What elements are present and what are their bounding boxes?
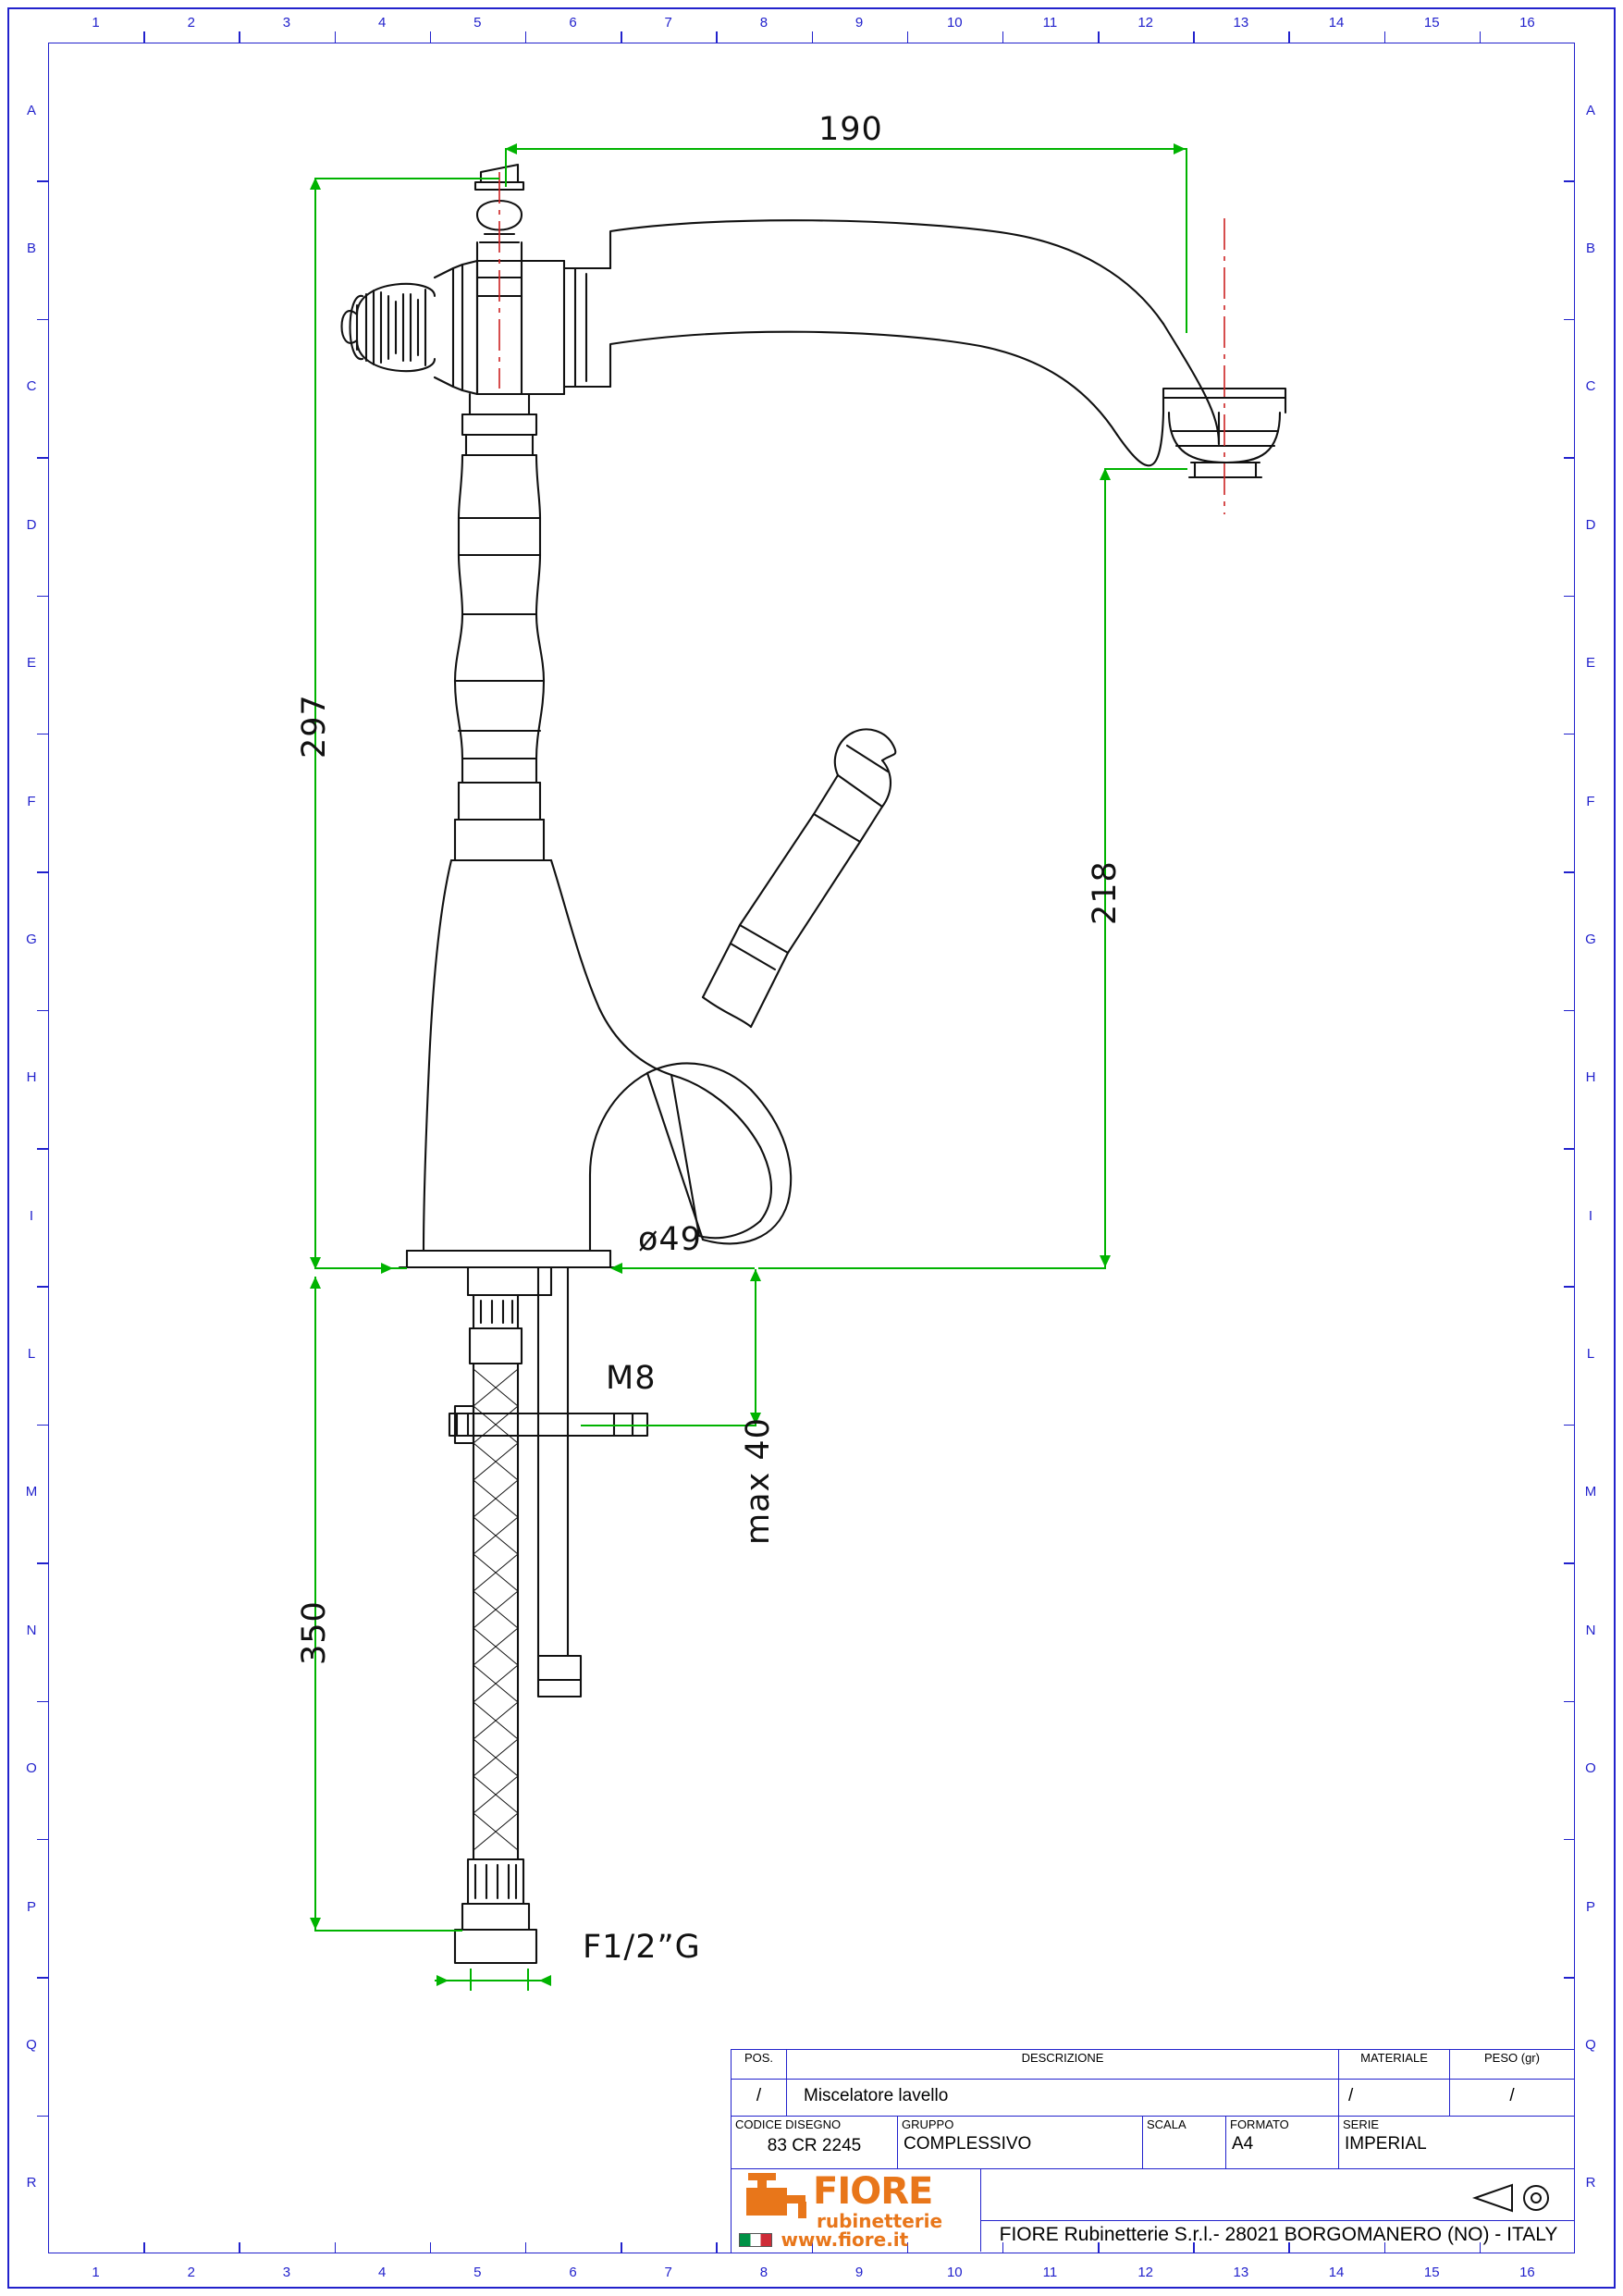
tb-value-serie: IMPERIAL: [1345, 2134, 1427, 2154]
zone-number-6-top: 6: [569, 15, 577, 31]
dim-350-ext-bottom: [314, 1930, 462, 1932]
tb-header-serie: SERIE: [1343, 2117, 1380, 2131]
zone-letter-D-right: D: [1585, 516, 1596, 533]
zone-letter-N-left: N: [26, 1622, 37, 1638]
zone-letter-D-left: D: [26, 516, 37, 533]
italy-flag-icon: [739, 2233, 772, 2247]
zone-letter-I-right: I: [1588, 1207, 1593, 1224]
zone-number-13-bottom: 13: [1233, 2265, 1249, 2280]
zone-letter-F-right: F: [1586, 793, 1595, 809]
tb-value-pos: /: [756, 2086, 762, 2105]
dim-f12g-ext-left: [470, 1969, 472, 1991]
zone-letter-M-left: M: [25, 1484, 38, 1500]
zone-letter-Q-left: Q: [26, 2036, 37, 2053]
zone-number-1-bottom: 1: [92, 2265, 100, 2280]
tb-header-descrizione: DESCRIZIONE: [1021, 2051, 1104, 2065]
tb-header-formato: FORMATO: [1230, 2117, 1289, 2131]
dim-350-arrow-down: [310, 1918, 321, 1930]
zone-letter-O-left: O: [26, 1760, 37, 1777]
zone-number-9-bottom: 9: [855, 2265, 864, 2280]
zone-letter-C-right: C: [1585, 378, 1596, 395]
zone-number-16-bottom: 16: [1519, 2265, 1535, 2280]
tb-header-scala: SCALA: [1147, 2117, 1187, 2131]
dim-max40-arrow-up: [750, 1269, 761, 1281]
tb-value-descrizione: Miscelatore lavello: [804, 2086, 949, 2105]
zone-number-5-bottom: 5: [473, 2265, 482, 2280]
dim-f12g-text: F1/2”G: [583, 1929, 701, 1966]
zone-number-2-bottom: 2: [187, 2265, 195, 2280]
zone-number-11-bottom: 11: [1042, 2265, 1058, 2280]
dim-190-ext-left: [505, 148, 507, 187]
first-angle-projection-icon: [1471, 2179, 1560, 2216]
zone-letter-H-left: H: [26, 1069, 37, 1086]
dim-f12g-arrow-left: [436, 1975, 449, 1986]
tb-header-materiale: MATERIALE: [1360, 2051, 1428, 2065]
zone-number-4-bottom: 4: [377, 2265, 387, 2280]
dim-218-arrow-down: [1100, 1255, 1111, 1267]
zone-number-3-bottom: 3: [282, 2265, 291, 2280]
zone-number-3-top: 3: [282, 15, 291, 31]
zone-letter-C-left: C: [26, 378, 37, 395]
dim-f12g-line: [435, 1980, 551, 1981]
zone-number-7-top: 7: [664, 15, 672, 31]
dim-218-ext-top: [1104, 468, 1187, 470]
logo-website: www.fiore.it: [781, 2228, 909, 2251]
dim-d49-text: ø49: [638, 1221, 702, 1258]
dim-218-text: 218: [1087, 860, 1124, 925]
company-address: FIORE Rubinetterie S.r.l.- 28021 BORGOMANERO (NO) - ITALY: [999, 2224, 1558, 2245]
zone-letter-O-right: O: [1585, 1760, 1596, 1777]
dim-m8-text: M8: [606, 1360, 657, 1397]
zone-letter-H-right: H: [1585, 1069, 1596, 1086]
zone-number-8-top: 8: [759, 15, 768, 31]
zone-number-16-top: 16: [1519, 15, 1535, 31]
tb-value-scala: [1143, 2133, 1225, 2135]
tb-value-codice: 83 CR 2245: [767, 2136, 862, 2156]
title-block: [731, 2049, 1575, 2253]
dim-190-text: 190: [818, 111, 883, 148]
zone-number-1-top: 1: [92, 15, 100, 31]
zone-letter-P-right: P: [1585, 1898, 1595, 1915]
zone-number-13-top: 13: [1233, 15, 1249, 31]
zone-number-11-top: 11: [1042, 15, 1058, 31]
dim-f12g-ext-right: [527, 1969, 529, 1991]
zone-letter-I-left: I: [29, 1207, 34, 1224]
zone-letter-Q-right: Q: [1585, 2036, 1596, 2053]
tb-value-gruppo: COMPLESSIVO: [904, 2134, 1032, 2154]
dim-297-text: 297: [296, 694, 333, 759]
zone-number-14-bottom: 14: [1328, 2265, 1345, 2280]
zone-number-15-top: 15: [1423, 15, 1440, 31]
zone-number-15-bottom: 15: [1423, 2265, 1440, 2280]
dim-190-ext-right: [1186, 148, 1187, 333]
zone-letter-M-right: M: [1584, 1484, 1597, 1500]
zone-number-6-bottom: 6: [569, 2265, 577, 2280]
dim-218-ext-bottom: [758, 1267, 1106, 1269]
zone-number-7-bottom: 7: [664, 2265, 672, 2280]
zone-number-4-top: 4: [377, 15, 387, 31]
company-logo: [733, 2171, 981, 2251]
dim-max40-line: [755, 1269, 756, 1425]
tb-header-gruppo: GRUPPO: [902, 2117, 954, 2131]
tb-value-formato: A4: [1232, 2134, 1254, 2154]
zone-number-12-top: 12: [1137, 15, 1153, 31]
zone-number-9-top: 9: [855, 15, 864, 31]
zone-letter-G-left: G: [26, 931, 37, 947]
zone-letter-A-left: A: [26, 102, 36, 118]
zone-letter-E-left: E: [26, 655, 36, 672]
zone-letter-F-left: F: [27, 793, 36, 809]
zone-letter-R-right: R: [1585, 2175, 1596, 2191]
tb-header-pos: POS.: [744, 2051, 774, 2065]
dim-190-arrow-right: [1174, 143, 1186, 154]
zone-number-12-bottom: 12: [1137, 2265, 1153, 2280]
zone-letter-R-left: R: [26, 2175, 37, 2191]
tb-value-materiale: /: [1348, 2086, 1354, 2105]
dim-297-ext-top: [314, 178, 499, 179]
zone-letter-E-right: E: [1585, 655, 1595, 672]
zone-letter-B-left: B: [26, 241, 36, 257]
logo-subtitle: rubinetterie: [817, 2210, 943, 2232]
zone-number-8-bottom: 8: [759, 2265, 768, 2280]
zone-number-10-bottom: 10: [946, 2265, 963, 2280]
dim-max40-text: max 40: [740, 1417, 777, 1545]
dim-350-arrow-up: [310, 1277, 321, 1289]
dim-d49-line-right: [616, 1267, 755, 1269]
zone-number-10-top: 10: [946, 15, 963, 31]
zone-letter-L-right: L: [1586, 1346, 1595, 1363]
zone-letter-P-left: P: [26, 1898, 36, 1915]
zone-letter-N-right: N: [1585, 1622, 1596, 1638]
zone-number-14-top: 14: [1328, 15, 1345, 31]
zone-number-5-top: 5: [473, 15, 482, 31]
dim-d49-arrow-left: [381, 1263, 393, 1274]
dim-190-line: [505, 148, 1186, 150]
tb-value-peso: /: [1509, 2086, 1515, 2105]
tb-header-codice: CODICE DISEGNO: [735, 2117, 842, 2131]
logo-wordmark: FIORE: [813, 2170, 933, 2213]
zone-letter-L-left: L: [27, 1346, 36, 1363]
zone-letter-A-right: A: [1585, 102, 1595, 118]
dim-f12g-arrow-right: [539, 1975, 551, 1986]
zone-number-2-top: 2: [187, 15, 195, 31]
zone-letter-G-right: G: [1585, 931, 1596, 947]
tb-header-peso: PESO (gr): [1484, 2051, 1540, 2065]
dim-350-text: 350: [296, 1600, 333, 1665]
zone-letter-B-right: B: [1585, 241, 1595, 257]
